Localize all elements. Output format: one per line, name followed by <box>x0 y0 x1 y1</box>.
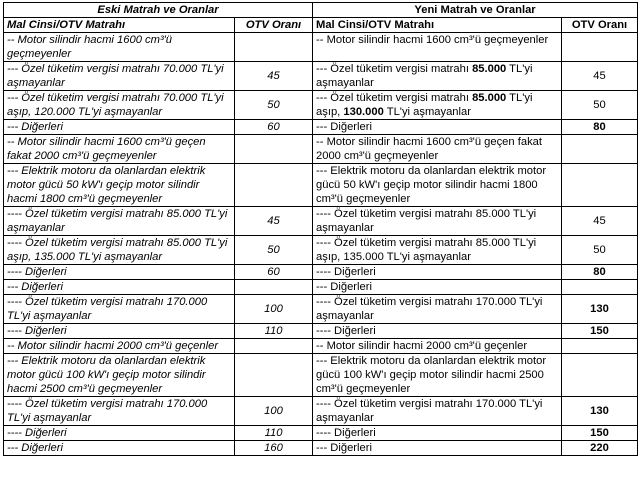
old-rate-cell: 50 <box>235 236 313 265</box>
old-goods-cell: --- Elektrik motoru da olanlardan elektrik motor gücü 50 kW'ı geçip motor silindir hacmi 1800 cm³'ü geçmeyenler <box>4 164 235 207</box>
old-goods-cell: ---- Özel tüketim vergisi matrahı 170.000 TL'yi aşmayanlar <box>4 295 235 324</box>
table-row <box>4 426 638 441</box>
old-rate-cell: 60 <box>235 265 313 280</box>
old-rate-cell: 45 <box>235 207 313 236</box>
table-row <box>4 91 638 120</box>
old-col-rate-header: OTV Oranı <box>235 18 313 33</box>
new-rate-cell: 50 <box>562 91 638 120</box>
old-rate-cell: 160 <box>235 441 313 456</box>
table-row <box>4 295 638 324</box>
new-rate-cell: 220 <box>562 441 638 456</box>
new-goods-text: TL'yi aşıp, <box>316 92 533 118</box>
new-goods-text: --- Özel tüketim vergisi matrahı <box>316 92 473 104</box>
old-goods-cell: -- Motor silindir hacmi 1600 cm³'ü geçmeyenler <box>4 33 235 62</box>
old-rate-cell: 110 <box>235 426 313 441</box>
new-goods-text: --- Diğerleri <box>316 281 372 293</box>
new-rate-cell: 150 <box>562 426 638 441</box>
new-goods-cell <box>313 33 562 62</box>
new-goods-cell <box>313 426 562 441</box>
old-rate-cell: 60 <box>235 120 313 135</box>
new-goods-cell <box>313 280 562 295</box>
new-goods-text: ---- Özel tüketim vergisi matrahı 85.000 TL'yi aşıp, 135.000 TL'yi aşmayanlar <box>316 237 537 263</box>
new-rate-cell <box>562 280 638 295</box>
old-col-goods-header: Mal Cinsi/OTV Matrahı <box>4 18 235 33</box>
new-goods-cell <box>313 120 562 135</box>
old-rate-cell <box>235 354 313 397</box>
new-goods-text: --- Elektrik motoru da olanlardan elektrik motor gücü 50 kW'ı geçip motor silindir hacmi 1800 cm³'ü geçmeyenler <box>316 165 547 205</box>
old-goods-cell: --- Diğerleri <box>4 280 235 295</box>
new-rate-cell: 80 <box>562 265 638 280</box>
table-row <box>4 354 638 397</box>
old-goods-cell: --- Elektrik motoru da olanlardan elektrik motor gücü 100 kW'ı geçip motor silindir hacmi 2500 cm³'ü geçmeyenler <box>4 354 235 397</box>
old-rate-cell: 110 <box>235 324 313 339</box>
old-rate-cell <box>235 164 313 207</box>
new-goods-cell <box>313 324 562 339</box>
table-row <box>4 397 638 426</box>
old-goods-cell: --- Diğerleri <box>4 441 235 456</box>
table-row <box>4 441 638 456</box>
old-goods-cell: --- Özel tüketim vergisi matrahı 70.000 TL'yi aşıp, 120.000 TL'yi aşmayanlar <box>4 91 235 120</box>
new-goods-text: TL'yi aşmayanlar <box>316 63 533 89</box>
new-rate-cell: 45 <box>562 207 638 236</box>
new-goods-text: --- Diğerleri <box>316 442 372 454</box>
table-row <box>4 324 638 339</box>
new-goods-cell <box>313 265 562 280</box>
new-rate-cell <box>562 135 638 164</box>
table-row <box>4 265 638 280</box>
old-rate-cell <box>235 135 313 164</box>
new-goods-cell <box>313 354 562 397</box>
new-rate-cell <box>562 164 638 207</box>
new-goods-text: ---- Diğerleri <box>316 325 376 337</box>
new-goods-bold-value: 85.000 <box>472 63 507 75</box>
new-goods-bold-value: 85.000 <box>472 92 507 104</box>
new-goods-cell <box>313 295 562 324</box>
old-goods-cell: ---- Diğerleri <box>4 324 235 339</box>
new-goods-cell <box>313 441 562 456</box>
new-goods-text: ---- Diğerleri <box>316 427 376 439</box>
new-goods-text: ---- Özel tüketim vergisi matrahı 85.000 TL'yi aşmayanlar <box>316 208 537 234</box>
new-goods-text: ---- Diğerleri <box>316 266 376 278</box>
table-row <box>4 33 638 62</box>
old-goods-cell: -- Motor silindir hacmi 2000 cm³'ü geçenler <box>4 339 235 354</box>
old-goods-cell: ---- Özel tüketim vergisi matrahı 85.000 TL'yi aşmayanlar <box>4 207 235 236</box>
old-rate-cell: 45 <box>235 62 313 91</box>
old-goods-cell: ---- Diğerleri <box>4 265 235 280</box>
old-rate-cell: 100 <box>235 397 313 426</box>
new-goods-text: --- Diğerleri <box>316 121 372 133</box>
new-goods-text: -- Motor silindir hacmi 1600 cm³'ü geçmeyenler <box>316 34 549 46</box>
table-row <box>4 280 638 295</box>
new-goods-cell <box>313 339 562 354</box>
new-rate-cell: 45 <box>562 62 638 91</box>
old-rate-cell <box>235 339 313 354</box>
table-row <box>4 62 638 91</box>
new-goods-text: --- Özel tüketim vergisi matrahı <box>316 63 473 75</box>
old-goods-cell: ---- Özel tüketim vergisi matrahı 85.000 TL'yi aşıp, 135.000 TL'yi aşmayanlar <box>4 236 235 265</box>
new-goods-text: -- Motor silindir hacmi 2000 cm³'ü geçenler <box>316 340 528 352</box>
new-goods-bold-value: 130.000 <box>343 106 384 118</box>
table-row <box>4 339 638 354</box>
new-col-rate-header: OTV Oranı <box>562 18 638 33</box>
column-header-row <box>4 18 638 33</box>
table-row <box>4 135 638 164</box>
old-rate-cell: 100 <box>235 295 313 324</box>
new-rate-cell: 150 <box>562 324 638 339</box>
table-row <box>4 120 638 135</box>
new-goods-cell <box>313 91 562 120</box>
table-row <box>4 207 638 236</box>
old-goods-cell: -- Motor silindir hacmi 1600 cm³'ü geçen fakat 2000 cm³'ü geçmeyenler <box>4 135 235 164</box>
new-goods-text: ---- Özel tüketim vergisi matrahı 170.000 TL'yi aşmayanlar <box>316 296 543 322</box>
old-goods-cell: --- Özel tüketim vergisi matrahı 70.000 TL'yi aşmayanlar <box>4 62 235 91</box>
new-goods-cell <box>313 236 562 265</box>
otv-comparison-table <box>3 2 638 456</box>
new-section-title: Yeni Matrah ve Oranlar <box>313 3 638 18</box>
new-goods-cell <box>313 207 562 236</box>
new-goods-cell <box>313 164 562 207</box>
new-col-goods-header: Mal Cinsi/OTV Matrahı <box>313 18 562 33</box>
new-rate-cell <box>562 33 638 62</box>
table-row <box>4 236 638 265</box>
new-rate-cell <box>562 339 638 354</box>
new-rate-cell: 50 <box>562 236 638 265</box>
table-row <box>4 164 638 207</box>
title-row <box>4 3 638 18</box>
old-goods-cell: ---- Özel tüketim vergisi matrahı 170.000 TL'yi aşmayanlar <box>4 397 235 426</box>
new-rate-cell: 130 <box>562 397 638 426</box>
old-section-title: Eski Matrah ve Oranlar <box>4 3 313 18</box>
old-goods-cell: ---- Diğerleri <box>4 426 235 441</box>
new-rate-cell <box>562 354 638 397</box>
old-goods-cell: --- Diğerleri <box>4 120 235 135</box>
table-body <box>4 33 638 456</box>
new-goods-cell <box>313 397 562 426</box>
new-rate-cell: 80 <box>562 120 638 135</box>
old-rate-cell <box>235 280 313 295</box>
new-goods-text: --- Elektrik motoru da olanlardan elektrik motor gücü 100 kW'ı geçip motor silindir hacmi 2500 cm³'ü geçmeyenler <box>316 355 547 395</box>
new-goods-text: ---- Özel tüketim vergisi matrahı 170.000 TL'yi aşmayanlar <box>316 398 543 424</box>
new-goods-text: TL'yi aşmayanlar <box>383 106 471 118</box>
new-goods-cell <box>313 135 562 164</box>
new-goods-cell <box>313 62 562 91</box>
old-rate-cell: 50 <box>235 91 313 120</box>
new-rate-cell: 130 <box>562 295 638 324</box>
new-goods-text: -- Motor silindir hacmi 1600 cm³'ü geçen fakat 2000 cm³'ü geçmeyenler <box>316 136 542 162</box>
old-rate-cell <box>235 33 313 62</box>
